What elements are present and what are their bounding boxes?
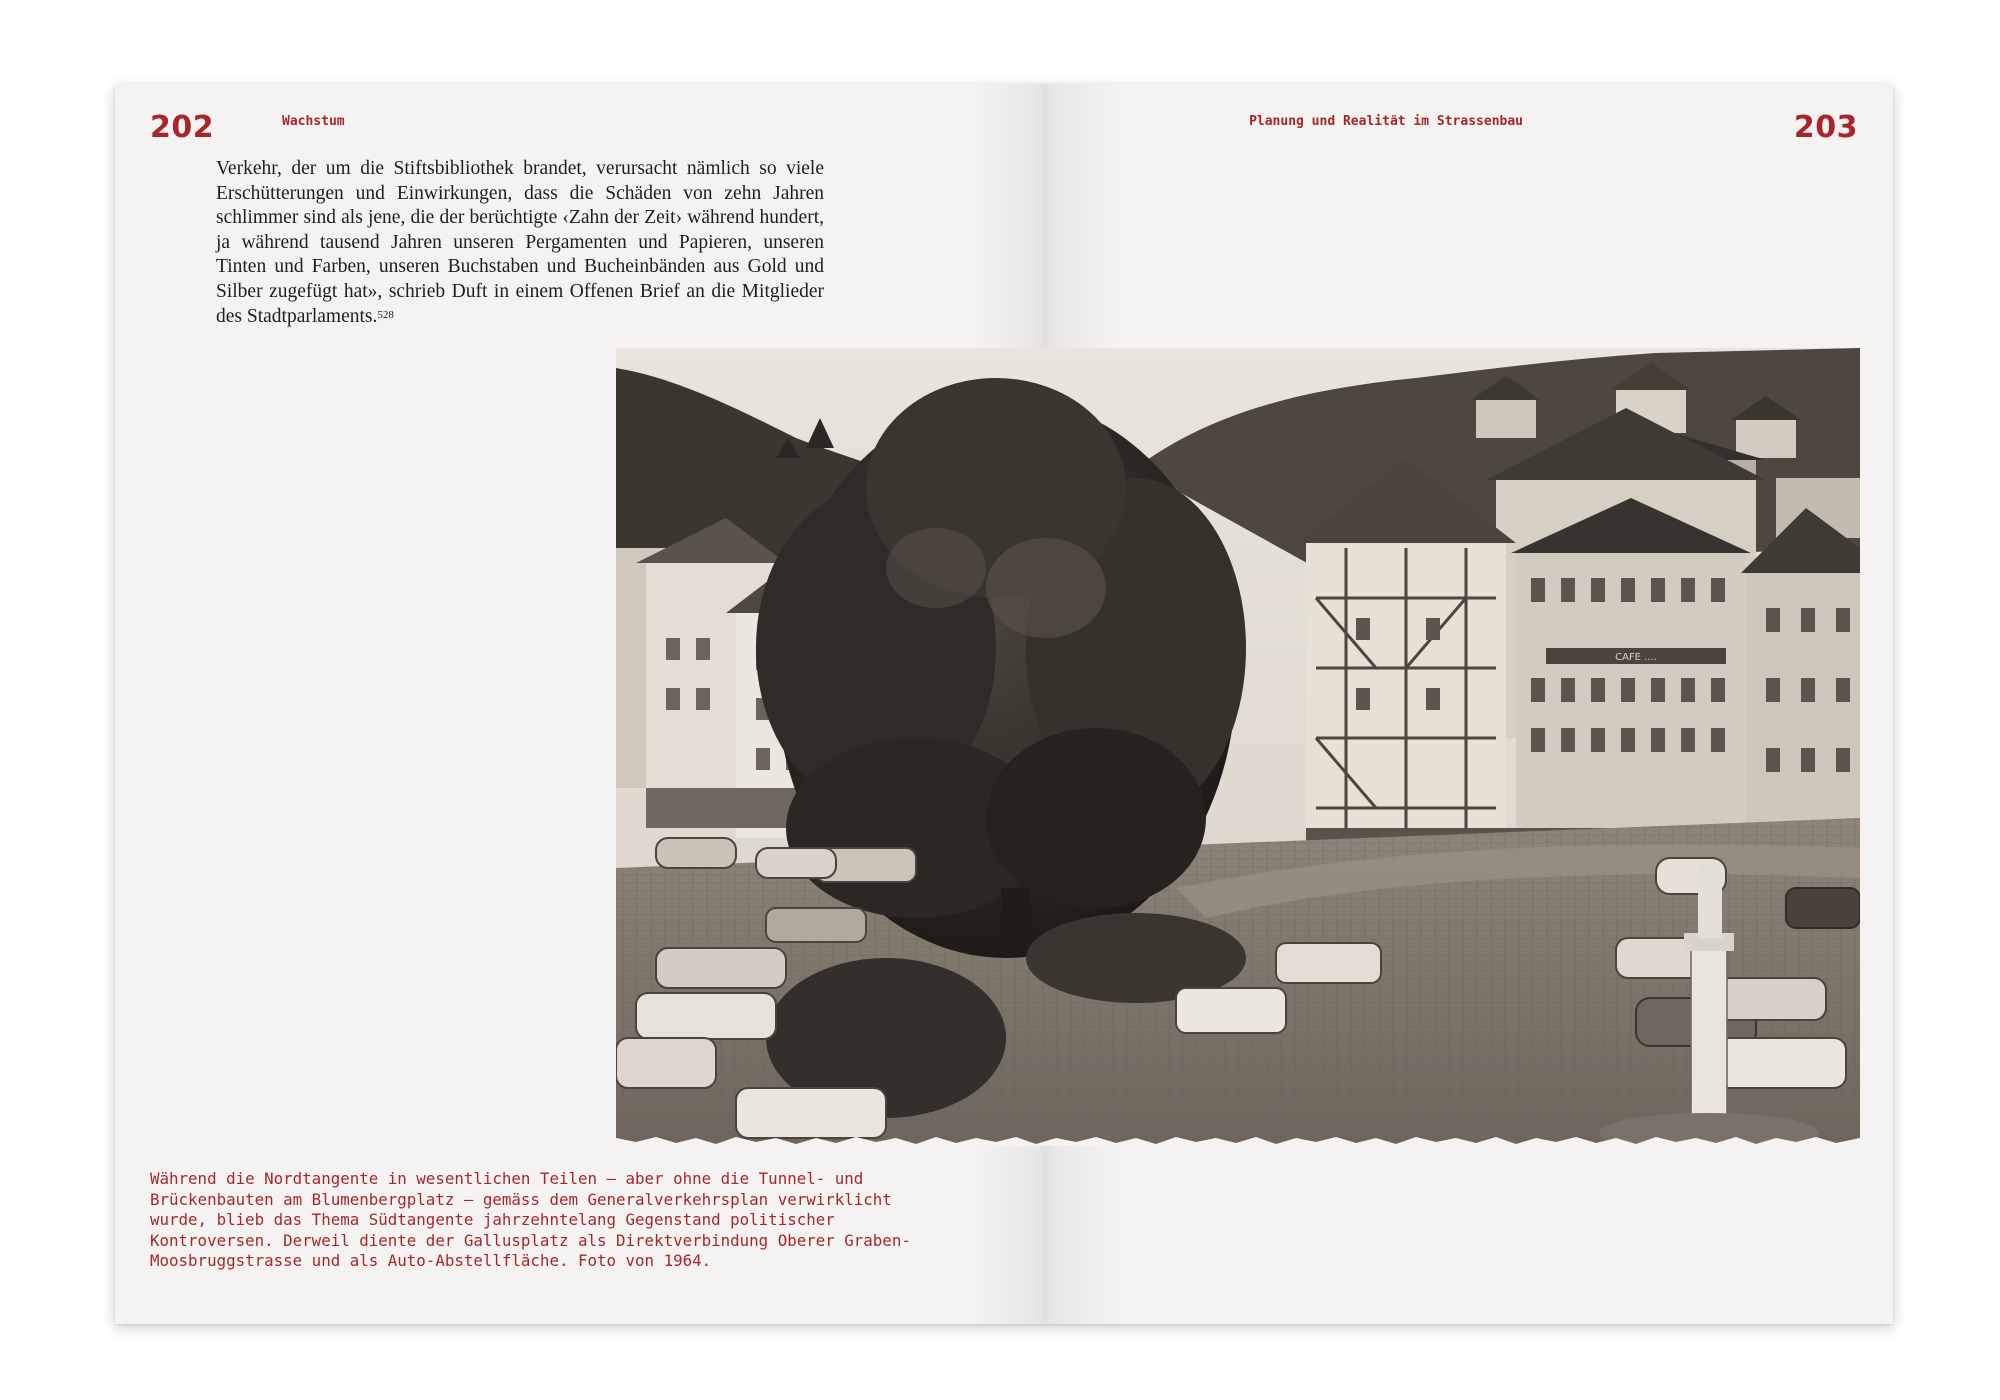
gallusplatz-photo bbox=[616, 348, 1860, 1146]
running-head-left: Wachstum bbox=[282, 114, 345, 129]
shop-sign: CAFE .... bbox=[1615, 652, 1657, 663]
footnote-reference: 528 bbox=[377, 308, 394, 321]
photo-caption: Während die Nordtangente in wesentlichen Teilen – aber ohne die Tunnel- und Brückenbauten am Blumenbergplatz – gemäss dem Generalverkehrsplan verwirklicht wurde, blieb das Thema Südtangente jahrzehntelang Gegenstand politischer Kontroversen. Derweil diente der Gallusplatz als Direktverbindung Oberer Graben-Moosbruggstrasse und als Auto-Abstellfläche. Foto von 1964. bbox=[150, 1169, 911, 1271]
body-text: Verkehr, der um die Stiftsbibliothek brandet, verursacht nämlich so viele Erschütterungen und Einwirkungen, dass die Schäden von zehn Jahren schlimmer sind als jene, die der berüchtigte ‹Zahn der Zeit› während hundert, ja während tausend Jahren unseren Pergamenten und Papieren, unseren Tinten und Farben, unseren Buchstaben und Bucheinbänden aus Gold und Silber zugefügt hat», schrieb Duft in einem Offenen Brief an die Mitglieder des Stadtparlaments. bbox=[216, 158, 824, 327]
body-paragraph bbox=[216, 157, 824, 329]
page-number-right: 203 bbox=[1793, 110, 1858, 145]
page-number-left: 202 bbox=[150, 110, 215, 145]
photo-illustration bbox=[616, 348, 1860, 1146]
running-head-right: Planung und Realität im Strassenbau bbox=[1249, 114, 1523, 129]
book-spread bbox=[115, 84, 1893, 1324]
